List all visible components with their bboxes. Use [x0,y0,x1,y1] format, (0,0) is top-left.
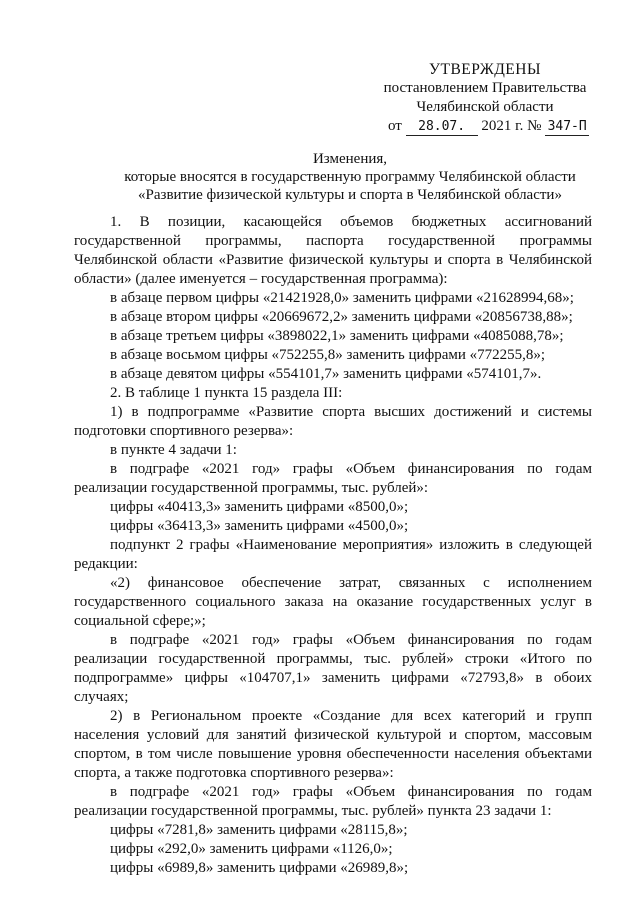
paragraph: в подграфе «2021 год» графы «Объем финансирования по годам реализации государственной программы, тыс. рублей» пункта 23 задачи 1: [74,784,592,819]
paragraph: цифры «7281,8» заменить цифрами «28115,8»; [110,822,408,838]
paragraph: цифры «36413,3» заменить цифрами «4500,0»; [110,518,409,534]
paragraph: 2. В таблице 1 пункта 15 раздела III: [110,385,343,401]
paragraph: цифры «40413,3» заменить цифрами «8500,0»; [110,499,409,515]
approval-line-1: постановлением Правительства [383,80,587,96]
paragraph: в абзаце первом цифры «21421928,0» заменить цифрами «21628994,68»; [110,290,574,306]
paragraph: «2) финансовое обеспечение затрат, связанных с исполнением государственного социального заказа на оказание государственных услуг в социальной сфере;»; [74,575,592,629]
title-line-1: Изменения, [312,151,388,167]
paragraph: в абзаце девятом цифры «554101,7» заменить цифрами «574101,7». [110,366,542,382]
paragraph: в пункте 4 задачи 1: [110,442,237,458]
paragraph: в абзаце восьмом цифры «752255,8» заменить цифрами «772255,8»; [110,347,546,363]
approval-line-2: Челябинской области [416,99,554,115]
approval-year: 2021 г. № [481,118,542,134]
document-title [60,150,640,204]
document-body [74,213,592,878]
approval-date-line [388,117,590,136]
paragraph: цифры «6989,8» заменить цифрами «26989,8»; [110,860,409,876]
approval-heading: УТВЕРЖДЕНЫ [429,61,541,78]
paragraph: 2) в Региональном проекте «Создание для всех категорий и групп населения условий для занятий физической культурой и спортом, массовым спортом, в том числе повышение уровня обеспеченности населения объектами спорта, а также подготовка спортивного резерва»: [74,708,592,781]
paragraph: в абзаце втором цифры «20669672,2» заменить цифрами «20856738,88»; [110,309,573,325]
paragraph: цифры «292,0» заменить цифрами «1126,0»; [110,841,393,857]
paragraph: 1) в подпрограмме «Развитие спорта высших достижений и системы подготовки спортивного резерва»: [74,404,592,439]
approval-stamp [380,60,590,136]
title-line-2: которые вносятся в государственную программу Челябинской области [124,169,576,185]
paragraph: в абзаце третьем цифры «3898022,1» заменить цифрами «4085088,78»; [110,328,564,344]
paragraph: подпункт 2 графы «Наименование мероприятия» изложить в следующей редакции: [74,537,592,572]
approval-number: 347-П [545,119,589,136]
paragraph: в подграфе «2021 год» графы «Объем финансирования по годам реализации государственной программы, тыс. рублей»: [74,461,592,496]
paragraph: 1. В позиции, касающейся объемов бюджетных ассигнований государственной программы, паспорта государственной программы Челябинской области «Развитие физической культуры и спорта в Челябинской области» (далее именуется – государственная программа): [74,214,592,287]
approval-date: 28.07. [406,119,478,136]
title-line-3: «Развитие физической культуры и спорта в Челябинской области» [138,187,562,203]
paragraph: в подграфе «2021 год» графы «Объем финансирования по годам реализации государственной программы, тыс. рублей» строки «Итого по подпрограмме» цифры «104707,1» заменить цифрами «72793,8» в обоих случаях; [74,632,592,705]
date-prefix: от [388,118,402,134]
